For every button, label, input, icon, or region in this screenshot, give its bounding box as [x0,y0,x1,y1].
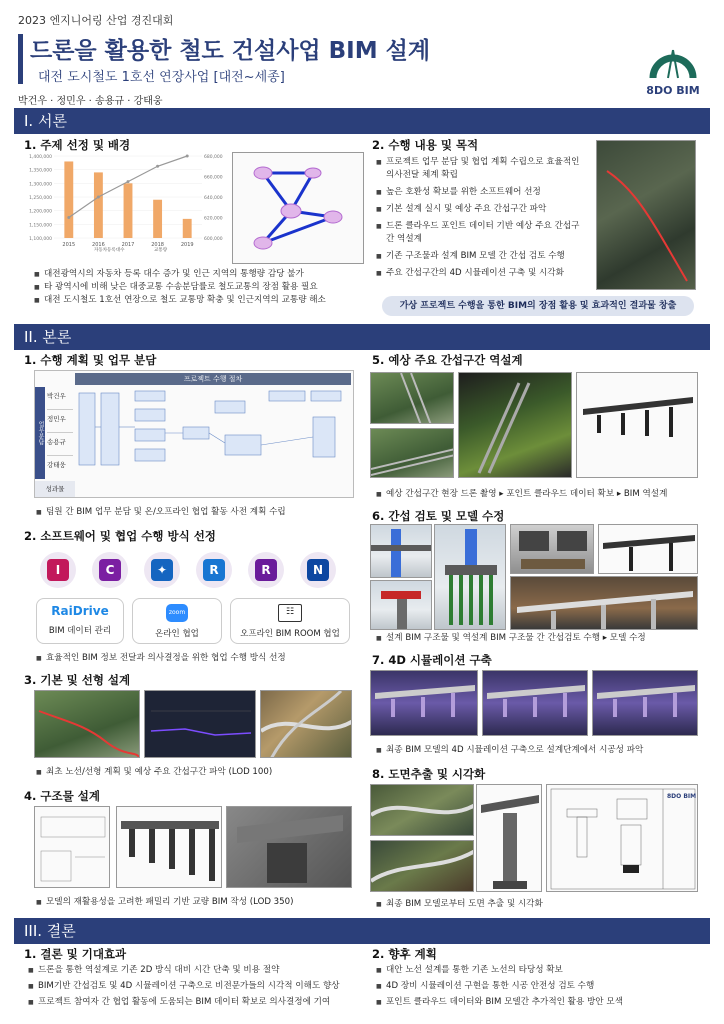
route-satellite-image [596,140,696,290]
list-item: ■ 드론 클라우드 포인트 데이터 기반 예상 주요 간섭구간 역설계 [376,220,586,246]
bar [64,161,73,238]
drawing-bullet [376,898,706,911]
reverse-design-bullet [376,488,706,501]
scope-bullets [376,156,586,280]
plan-title: 1. 수행 계획 및 업무 분담 [24,353,157,367]
simulation-title: 7. 4D 시뮬레이션 구축 [372,653,492,667]
y2-tick-label: 620,000 [204,216,223,222]
bar [183,219,192,238]
list-item: ■ 팀원 간 BIM 업무 분담 및 온/오프라인 협업 활동 사전 계획 수립 [36,506,356,519]
plan-member: 송용규 [47,433,73,456]
bar [153,200,162,238]
software-icon [92,552,128,588]
basic-design-bullet [36,766,356,779]
tool-label: 오프라인 BIM ROOM 협업 [240,629,340,639]
software-title: 2. 소프트웨어 및 협업 수행 방식 선정 [24,529,216,543]
reverse-design-title: 5. 예상 주요 간섭구간 역설계 [372,353,523,367]
line-point [127,180,130,183]
section-intro-bar: I. 서론 [14,108,710,134]
y2-tick-label: 660,000 [204,175,223,181]
plan-result-label: 성과물 [35,481,75,497]
line-point [67,216,70,219]
list-item: ■ 드론을 통한 역설계로 기존 2D 방식 대비 시간 단축 및 비용 절약 [28,964,378,977]
list-item: ■ 기존 구조물과 설계 BIM 모델 간 간섭 검토 수행 [376,250,586,263]
clash-image-2 [370,580,432,630]
plan-bullet [36,506,356,519]
list-item: ■ 4D 장비 시뮬레이션 구현을 통한 시공 안전성 검토 수행 [376,980,706,993]
clash-meeting-photo [510,524,594,574]
list-item: ■ 최초 노선/선형 계획 및 예상 주요 간섭구간 파악 (LOD 100) [36,766,356,779]
y2-tick-label: 680,000 [204,155,223,160]
simulation-frame-1 [370,670,478,736]
list-item: ■ 최종 BIM 모델로부터 도면 추출 및 시각화 [376,898,706,911]
zoom-icon: zoom [166,604,188,622]
software-icon [300,552,336,588]
plan-banner: 프로젝트 수행 절차 [75,373,351,385]
list-item: ■ 예상 간섭구간 현장 드론 촬영 ▸ 포인트 클라우드 데이터 확보 ▸ BIM 역설계 [376,488,706,501]
line-point [97,196,100,199]
y-tick-label: 1,150,000 [29,223,52,229]
structure-bullet [36,896,356,909]
list-item: ■ 대전광역시의 자동차 등록 대수 증가 및 인근 지역의 통행량 감당 불가 [34,268,374,281]
logo-text: 8DO BIM [646,84,700,97]
effect-title: 1. 결론 및 기대효과 [24,947,127,961]
line-point [186,155,189,158]
reverse-bim-model [576,372,698,478]
y-tick-label: 1,350,000 [29,168,52,174]
page-title: 드론을 활용한 철도 건설사업 BIM 설계 [30,38,431,64]
simulation-frame-2 [482,670,588,736]
clash-revised-model [510,576,698,630]
legend-entry: 자동차등록대수 [94,248,125,252]
software-bullet [36,652,356,665]
pier-3d-render [476,784,542,892]
software-logo-icon: R [255,559,277,581]
list-item: ■ 타 광역시에 비해 낮은 대중교통 수송분담률로 철도교통의 장점 활용 필요 [34,281,374,294]
effect-bullets [28,964,378,1009]
page-subtitle: 대전 도시철도 1호선 연장사업 [대전~세종] [38,70,285,85]
clash-title: 6. 간섭 검토 및 모델 수정 [372,509,505,523]
x-tick-label: 2018 [151,242,164,248]
authors: 박건우 · 정민우 · 송용규 · 강태웅 [18,96,163,107]
plan-member: 강태웅 [47,461,66,469]
bim-room-tool [230,598,350,644]
future-title: 2. 향후 계획 [372,947,437,961]
software-icon [196,552,232,588]
work-plan-diagram [34,370,354,498]
future-bullets [376,964,706,1009]
traffic-chart [20,152,226,252]
structure-drawing-image [34,806,110,888]
software-icon [248,552,284,588]
scope-title: 2. 수행 내용 및 목적 [372,138,479,152]
zoom-tool [132,598,222,644]
software-logo-icon: C [99,559,121,581]
x-tick-label: 2019 [180,242,194,248]
title-accent-bar [18,34,23,84]
simulation-bullet [376,744,706,757]
list-item: ■ 대전 도시철도 1호선 연장으로 철도 교통망 확충 및 인근지역의 교통량 해소 [34,294,374,307]
list-item: ■ 프로젝트 업무 분담 및 협업 계획 수립으로 효율적인 의사전달 체계 확립 [376,156,586,182]
tool-label: BIM 데이터 관리 [48,626,112,636]
plan-member: 정민우 [47,410,73,433]
list-item: ■ 포인트 클라우드 데이터와 BIM 모델간 추가적인 활용 방안 모색 [376,996,706,1009]
bar [124,183,133,238]
tool-label: 온라인 협업 [155,629,199,639]
line-point [156,165,159,168]
alignment-map-image [34,690,140,758]
logo [640,40,706,106]
list-item: ■ 기본 설계 실시 및 예상 주요 간섭구간 파악 [376,203,586,216]
x-tick-label: 2016 [92,242,105,248]
y-tick-label: 1,100,000 [29,237,52,242]
legend-entry: 교통량 [154,248,168,252]
structure-title: 4. 구조물 설계 [24,789,100,803]
clash-bullet [376,632,706,645]
clash-image-3 [434,524,506,630]
clash-model-image [598,524,698,574]
raidrive-logo: RaiDrive [51,604,109,618]
drawing-logo: 8DO BIM [667,793,697,800]
section-conclusion-bar: III. 결론 [14,918,710,944]
section-body-bar: II. 본론 [14,324,710,350]
list-item: ■ 대안 노선 설계를 통한 기존 노선의 타당성 확보 [376,964,706,977]
y2-tick-label: 600,000 [204,237,223,242]
list-item: ■ 프로젝트 참여자 간 협업 활동에 도움되는 BIM 데이터 확보로 의사결정에 기여 [28,996,378,1009]
software-logo-icon: I [47,559,69,581]
drawing-title: 8. 도면추출 및 시각화 [372,767,486,781]
x-tick-label: 2017 [121,242,135,248]
list-item: ■ 설계 BIM 구조물 및 역설계 BIM 구조물 간 간섭검토 수행 ▸ 모델 수정 [376,632,706,645]
software-icon [40,552,76,588]
clash-image-1 [370,524,432,578]
meeting-icon: ☷ [278,604,302,622]
software-logo-icon: ✦ [151,559,173,581]
drone-photo-2 [370,428,454,478]
y2-tick-label: 640,000 [204,196,223,201]
list-item: ■ 높은 호환성 확보를 위한 소프트웨어 선정 [376,186,586,199]
topic-title: 1. 주제 선정 및 배경 [24,138,131,152]
list-item: ■ 주요 간섭구간의 4D 시뮬레이션 구축 및 시각화 [376,267,586,280]
plan-left-label: 업무분담 [35,387,45,479]
bridge-girder-render [226,806,352,888]
y-tick-label: 1,300,000 [29,182,52,188]
drone-photo-1 [370,372,454,424]
drawing-sheet [546,784,698,892]
event-label: 2023 엔지니어링 산업 경진대회 [18,14,174,27]
bar [94,172,103,238]
visualization-aerial-2 [370,840,474,892]
raidrive-tool [36,598,124,644]
simulation-frame-3 [592,670,698,736]
list-item: ■ 효율적인 BIM 정보 전달과 의사결정을 위한 협업 수행 방식 선정 [36,652,356,665]
bridge-piers-render [116,806,222,888]
traffic-network-map [232,152,364,264]
y-tick-label: 1,200,000 [29,209,52,215]
y-tick-label: 1,250,000 [29,196,52,201]
logo-arch-icon [648,40,698,80]
software-logo-icon: N [307,559,329,581]
topic-bullets [34,268,374,307]
plan-member: 박건우 [47,387,73,410]
visualization-aerial-1 [370,784,474,836]
list-item: ■ 최종 BIM 모델의 4D 시뮬레이션 구축으로 설계단계에서 시공성 파악 [376,744,706,757]
list-item: ■ 모델의 재활용성을 고려한 패밀리 기반 교량 BIM 작성 (LOD 350) [36,896,356,909]
basic-design-title: 3. 기본 및 선형 설계 [24,673,131,687]
software-logo-icon: R [203,559,225,581]
y-tick-label: 1,400,000 [29,155,52,160]
list-item: ■ BIM기반 간섭검토 및 4D 시뮬레이션 구축으로 비전문가들의 시각적 이해도 향상 [28,980,378,993]
alignment-profile-image [144,690,256,758]
point-cloud-image [458,372,572,478]
scope-banner: 가상 프로젝트 수행을 통한 BIM의 장점 활용 및 효과적인 결과물 창출 [382,296,694,316]
software-icon [144,552,180,588]
interchange-render-image [260,690,352,758]
x-tick-label: 2015 [62,242,76,248]
